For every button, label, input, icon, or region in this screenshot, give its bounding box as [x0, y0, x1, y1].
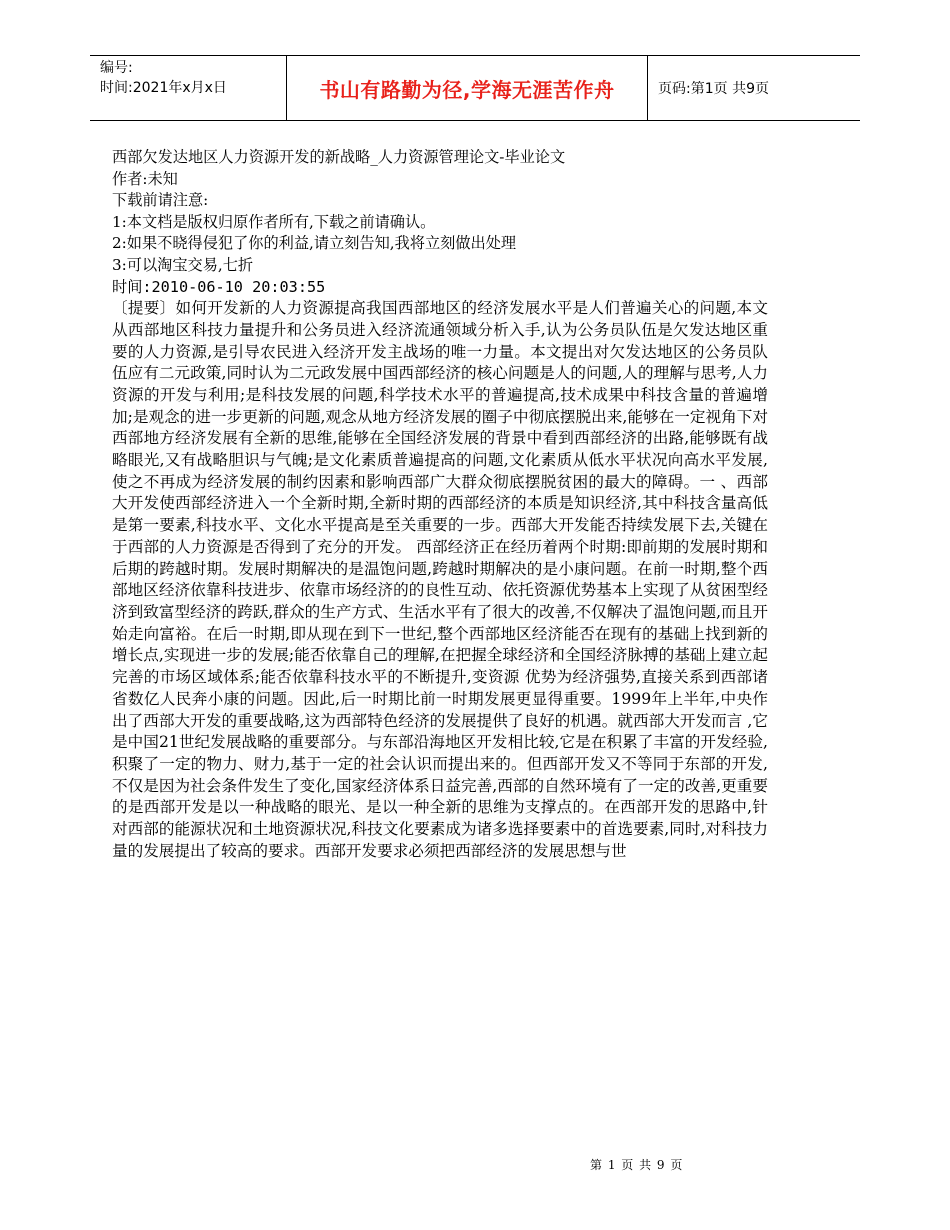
document-content: [112, 147, 772, 862]
document-timestamp: 时间:2010-06-10 20:03:55: [112, 277, 326, 296]
document-number-label: 编号:: [100, 60, 133, 76]
header-page-cell: [648, 56, 860, 120]
notice-item-2: 2:如果不晓得侵犯了你的利益,请立刻告知,我将立刻做出处理: [112, 234, 517, 253]
document-body-paragraph: 〔提要〕如何开发新的人力资源提高我国西部地区的经济发展水平是人们普遍关心的问题,本文从西部地区科技力量提升和公务员进入经济流通领域分析入手,认为公务员队伍是欠发达地区重要的人力资源,是引导农民进入经济开发主战场的唯一力量。本文提出对欠发达地区的公务员队伍应有二元政策,同时认为二元政发展中国西部经济的核心问题是人的问题,人的理解与思考,人力资源的开发与利用;是科技发展的问题,科学技术水平的普遍提高,技术成果中科技含量的普遍增加;是观念的进一步更新的问题,观念从地方经济发展的圈子中彻底摆脱出来,能够在一定视角下对西部地方经济发展有全新的思维,能够在全国经济发展的背景中看到西部经济的出路,能够既有战略眼光,又有战略胆识与气魄;是文化素质普遍提高的问题,文化素质从低水平状况向高水平发展,使之不再成为经济发展的制约因素和影响西部广大群众彻底摆脱贫困的最大的障碍。一 、西部大开发使西部经济进入一个全新时期,全新时期的西部经济的本质是知识经济,其中科技含量高低是第一要素,科技水平、文化水平提高是至关重要的一步。西部大开发能否持续发展下去,关键在于西部的人力资源是否得到了充分的开发。 西部经济正在经历着两个时期:即前期的发展时期和后期的跨越时期。发展时期解决的是温饱问题,跨越时期解决的是小康问题。在前一时期,整个西部地区经济依靠科技进步、依靠市场经济的的良性互动、依托资源优势基本上实现了从贫困型经济到致富型经济的跨跃,群众的生产方式、生活水平有了很大的改善,不仅解决了温饱问题,而且开始走向富裕。在后一时期,即从现在到下一世纪,整个西部地区经济能否在现有的基础上找到新的增长点,实现进一步的发展;能否依靠自己的理解,在把握全球经济和全国经济脉搏的基础上建立起完善的市场区域体系;能否依靠科技水平的不断提升,变资源 优势为经济强势,直接关系到西部诸省数亿人民奔小康的问题。因此,后一时期比前一时期发展更显得重要。1999年上半年,中央作出了西部大开发的重要战略,这为西部特色经济的发展提供了良好的机遇。就西部大开发而言 ,它是中国21世纪发展战略的重要部分。与东部沿海地区开发相比较,它是在积累了丰富的开发经验,积聚了一定的物力、财力,基于一定的社会认识而提出来的。但西部开发又不等同于东部的开发,不仅是因为社会条件发生了变化,国家经济体系日益完善,西部的自然环境有了一定的改善,更重要的是西部开发是以一种战略的眼光、是以一种全新的思维为支撑点的。在西部开发的思路中,针对西部的能源状况和土地资源状况,科技文化要素成为诸多选择要素中的首选要素,同时,对科技力量的发展提出了较高的要求。西部开发要求必须把西部经济的发展思想与世: [112, 299, 768, 860]
notice-item-1: 1:本文档是版权归原作者所有,下载之前请确认。: [112, 212, 436, 231]
document-time-label: 时间:2021年x月x日: [100, 80, 227, 96]
notice-item-3: 3:可以淘宝交易,七折: [112, 255, 254, 274]
page-footer: 第 1 页 共 9 页: [590, 1158, 684, 1172]
page-header: [90, 55, 860, 121]
header-motto: 书山有路勤为径,学海无涯苦作舟: [319, 77, 615, 102]
document-title: 西部欠发达地区人力资源开发的新战略_人力资源管理论文-毕业论文: [112, 148, 566, 166]
header-page-label: 页码:第1页 共9页: [658, 81, 769, 97]
header-meta-cell: [90, 56, 286, 120]
header-motto-cell: [286, 56, 648, 120]
download-notice-heading: 下载前请注意:: [112, 191, 209, 210]
document-author: 作者:未知: [112, 169, 178, 188]
